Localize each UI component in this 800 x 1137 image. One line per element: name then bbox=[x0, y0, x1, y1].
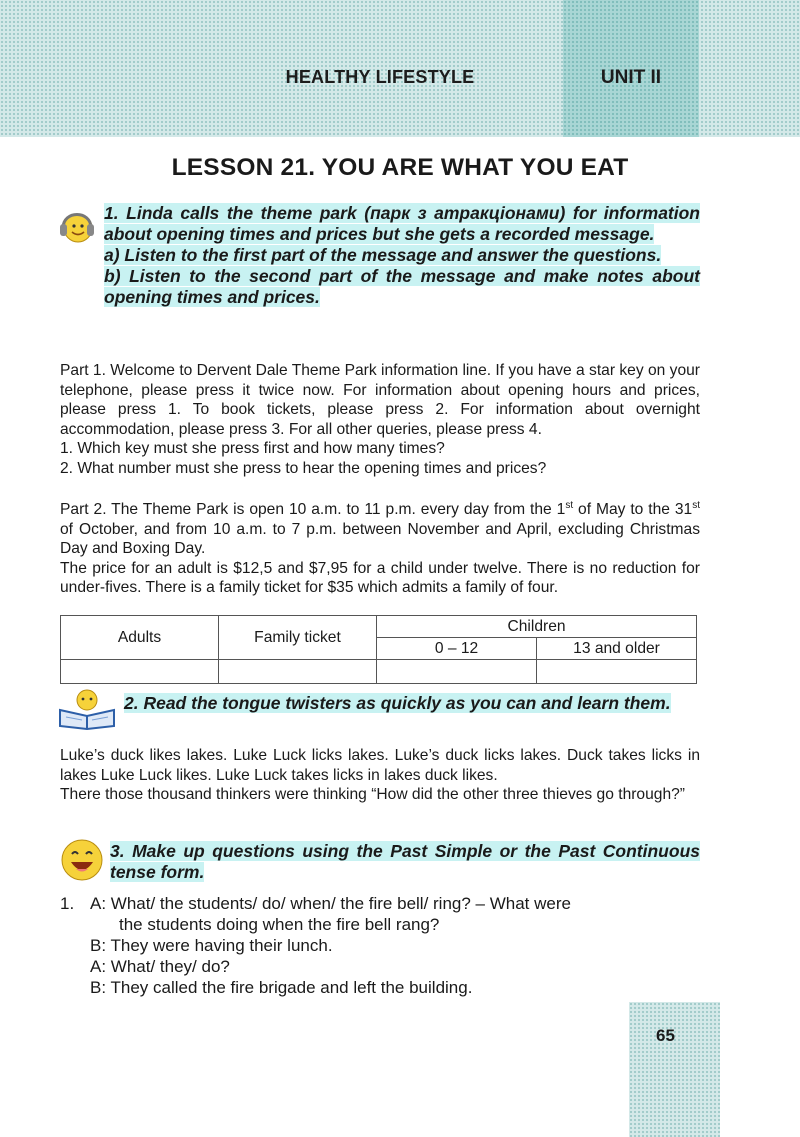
price-table bbox=[60, 615, 697, 684]
task-1-instruction: 1. Linda calls the theme park (парк з атракціонами) for information about opening times and prices but she gets a recorded message. bbox=[104, 203, 700, 244]
tongue-twister-2: There those thousand thinkers were thinking “How did the other three thieves go through?” bbox=[60, 786, 685, 803]
cell-children-13-older[interactable] bbox=[537, 660, 697, 684]
lesson-title: LESSON 21. YOU ARE WHAT YOU EAT bbox=[171, 154, 629, 181]
task-2 bbox=[124, 693, 700, 714]
exercise-a1: A: What/ the students/ do/ when/ the fire bell/ ring? – What were bbox=[90, 894, 571, 913]
task-3-instruction: 3. Make up questions using the Past Simple or the Past Continuous tense form. bbox=[110, 841, 700, 882]
header-children: Children bbox=[377, 616, 697, 638]
header-family-ticket: Family ticket bbox=[219, 616, 377, 660]
task-3 bbox=[110, 841, 700, 883]
part-2-price: The price for an adult is $12,5 and $7,95 for a child under twelve. There is no reduction for under-fives. There is a family ticket for $35 which admits a family of four. bbox=[60, 559, 700, 596]
part-2-schedule: Part 2. The Theme Park is open 10 a.m. to 11 p.m. every day from the 1st of May to the 31st of October, and from 10 a.m. to 7 p.m. between November and April, excluding Christmas Day and Boxing Day. bbox=[60, 499, 701, 557]
part-1-text bbox=[60, 361, 700, 478]
exercise-b2: B: They called the fire brigade and left the building. bbox=[90, 978, 473, 997]
part-1-message: Part 1. Welcome to Dervent Dale Theme Park information line. If you have a star key on your telephone, please press it twice now. For information about opening hours and prices, please press 1. To book tickets, please press 2. For information about overnight accommodation, please press 3. For all other queries, please press 4. bbox=[60, 362, 700, 438]
tongue-twister-1: Luke’s duck likes lakes. Luke Luck licks lakes. Luke’s duck licks lakes. Duck takes licks in lakes Luke Luck likes. Luke Luck takes licks in lakes duck likes. bbox=[60, 747, 700, 784]
question-1: 1. Which key must she press first and how many times? bbox=[60, 440, 445, 457]
tongue-twisters bbox=[60, 746, 700, 805]
exercise-item-1 bbox=[60, 893, 700, 998]
unit-label: UNIT II bbox=[600, 67, 662, 88]
cell-adults[interactable] bbox=[61, 660, 219, 684]
header-children-0-12: 0 – 12 bbox=[377, 638, 537, 660]
task-2-instruction: 2. Read the tongue twisters as quickly as you can and learn them. bbox=[124, 693, 671, 713]
task-1a-instruction: a) Listen to the first part of the message and answer the questions. bbox=[104, 245, 662, 265]
part-2-text bbox=[60, 500, 700, 598]
exercise-b1: B: They were having their lunch. bbox=[90, 936, 333, 955]
page-number: 65 bbox=[656, 1026, 675, 1045]
header-children-13-older: 13 and older bbox=[537, 638, 697, 660]
task-1b-instruction: b) Listen to the second part of the message and make notes about opening times and prices. bbox=[104, 266, 700, 307]
book-reader-icon bbox=[56, 688, 118, 730]
exercise-a2: A: What/ they/ do? bbox=[90, 957, 230, 976]
laughing-smiley-icon bbox=[60, 838, 104, 882]
header-adults: Adults bbox=[61, 616, 219, 660]
exercise-number: 1. bbox=[60, 894, 75, 913]
header-title: HEALTHY LIFESTYLE bbox=[285, 67, 475, 87]
cell-children-0-12[interactable] bbox=[377, 660, 537, 684]
page-number-box bbox=[629, 1002, 720, 1137]
cell-family-ticket[interactable] bbox=[219, 660, 377, 684]
exercise-list bbox=[60, 893, 700, 998]
task-1 bbox=[60, 203, 700, 308]
exercise-a1-answer: the students doing when the fire bell rang? bbox=[119, 915, 440, 934]
question-2: 2. What number must she press to hear the opening times and prices? bbox=[60, 459, 547, 477]
